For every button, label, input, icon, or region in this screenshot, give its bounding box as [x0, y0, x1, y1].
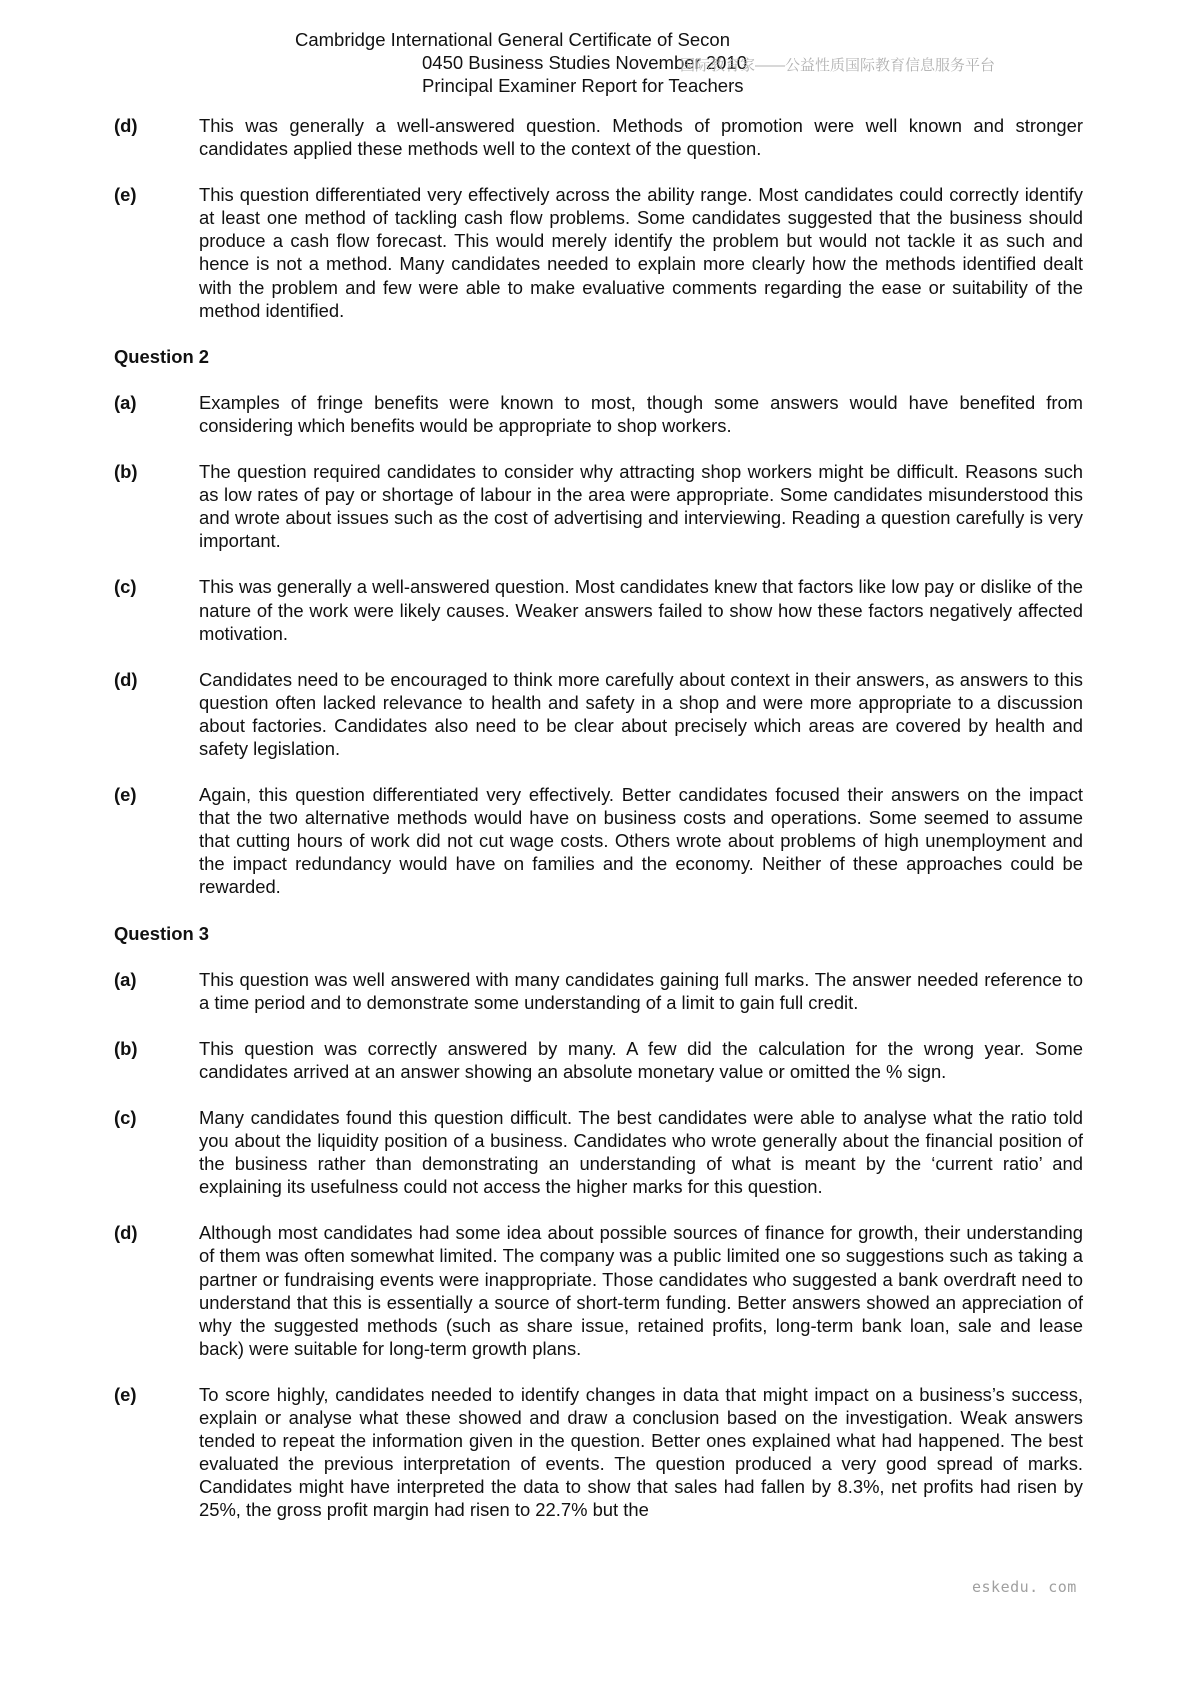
report-body	[114, 114, 1083, 1545]
header-line-1: Cambridge International General Certificate of Secon	[295, 29, 730, 50]
question-heading: Question 3	[114, 922, 210, 944]
answer-item	[114, 391, 1083, 437]
item-text: Although most candidates had some idea about possible sources of finance for growth, their understanding of them was often somewhat limited. The company was a public limited one so suggestions such as taking a partner or fundraising events were inappropriate. Those candidates who suggested a bank overdraft need to understand that this is essentially a source of short-term funding. Better answers showed an appreciation of why the suggested methods (such as share issue, retained profits, long-term bank loan, sale and lease back) were suitable for long-term growth plans.	[199, 1222, 1083, 1359]
item-text: This question was correctly answered by many. A few did the calculation for the wrong year. Some candidates arrived at an answer showing an absolute monetary value or omitted the % sign.	[199, 1037, 1083, 1082]
answer-item	[114, 1106, 1083, 1198]
item-label: (a)	[114, 968, 137, 990]
header-line-2: 0450 Business Studies November 2010	[422, 52, 747, 73]
answer-item	[114, 668, 1083, 760]
item-label: (a)	[114, 391, 137, 413]
item-text: Many candidates found this question difficult. The best candidates were able to analyse what the ratio told you about the liquidity position of a business. Candidates who wrote generally about the financial position of the business rather than demonstrating an understanding of what is meant by the ‘current ratio’ and explaining its usefulness could not access the higher marks for this question.	[199, 1107, 1083, 1198]
item-label: (d)	[114, 115, 138, 136]
question-heading: Question 2	[114, 345, 210, 367]
item-label: (b)	[114, 1037, 138, 1059]
answer-item	[114, 114, 1083, 160]
item-text: This was generally a well-answered question. Methods of promotion were well known and stronger candidates applied these methods well to the context of the question.	[199, 115, 1083, 160]
answer-item	[114, 575, 1083, 644]
item-label: (d)	[114, 1222, 138, 1244]
answer-item	[114, 183, 1083, 322]
item-label: (e)	[114, 784, 137, 806]
watermark-top: 国际教育家——公益性质国际教育信息服务平台	[680, 57, 996, 74]
item-text: This question differentiated very effectively across the ability range. Most candidates could correctly identify at least one method of tackling cash flow problems. Some candidates suggested that the business should produce a cash flow forecast. This would merely identify the problem but would not tackle it as such and hence is not a method. Many candidates needed to explain more clearly how the methods identified dealt with the problem and few were able to make evaluative comments regarding the ease or suitability of the method identified.	[199, 184, 1083, 321]
item-label: (c)	[114, 576, 137, 598]
item-label: (d)	[114, 668, 138, 690]
item-label: (e)	[114, 1383, 137, 1405]
item-label: (e)	[114, 184, 137, 206]
item-text: Again, this question differentiated very effectively. Better candidates focused their answers on the impact that the two alternative methods would have on business costs and operations. Some seemed to assume that cutting hours of work did not cut wage costs. Others wrote about problems of high unemployment and the impact redundancy would have on families and the economy. Neither of these approaches could be rewarded.	[199, 784, 1083, 898]
watermark-bottom: eskedu. com	[972, 1578, 1077, 1596]
answer-item	[114, 1383, 1083, 1522]
item-label: (b)	[114, 461, 138, 483]
item-label: (c)	[114, 1107, 137, 1128]
item-text: Candidates need to be encouraged to think more carefully about context in their answers, as answers to this question often lacked relevance to health and safety in a shop and were more appropriate to a discussion about factories. Candidates also need to be clear about precisely which areas are covered by health and safety legislation.	[199, 668, 1083, 759]
item-text: To score highly, candidates needed to identify changes in data that might impact on a business’s success, explain or analyse what these showed and draw a conclusion based on the investigation. Weak answers tended to repeat the information given in the question. Better ones explained what had happened. The best evaluated the previous interpretation of events. The question produced a very good spread of marks. Candidates might have interpreted the data to show that sales had fallen by 8.3%, net profits had risen by 25%, the gross profit margin had risen to 22.7% but the	[199, 1383, 1083, 1521]
item-text: This question was well answered with many candidates gaining full marks. The answer needed reference to a time period and to demonstrate some understanding of a limit to gain full credit.	[199, 968, 1083, 1013]
answer-item	[114, 1037, 1083, 1083]
item-text: The question required candidates to consider why attracting shop workers might be difficult. Reasons such as low rates of pay or shortage of labour in the area were appropriate. Some candidates misunderstood this and wrote about issues such as the cost of advertising and interviewing. Reading a question carefully is very important.	[199, 461, 1083, 552]
answer-item	[114, 783, 1083, 898]
header-line-3: Principal Examiner Report for Teachers	[422, 75, 744, 96]
answer-item	[114, 460, 1083, 552]
answer-item	[114, 968, 1083, 1014]
item-text: Examples of fringe benefits were known to most, though some answers would have benefited from considering which benefits would be appropriate to shop workers.	[199, 391, 1083, 436]
item-text: This was generally a well-answered question. Most candidates knew that factors like low pay or dislike of the nature of the work were likely causes. Weaker answers failed to show how these factors negatively affected motivation.	[199, 576, 1083, 644]
answer-item	[114, 1221, 1083, 1360]
